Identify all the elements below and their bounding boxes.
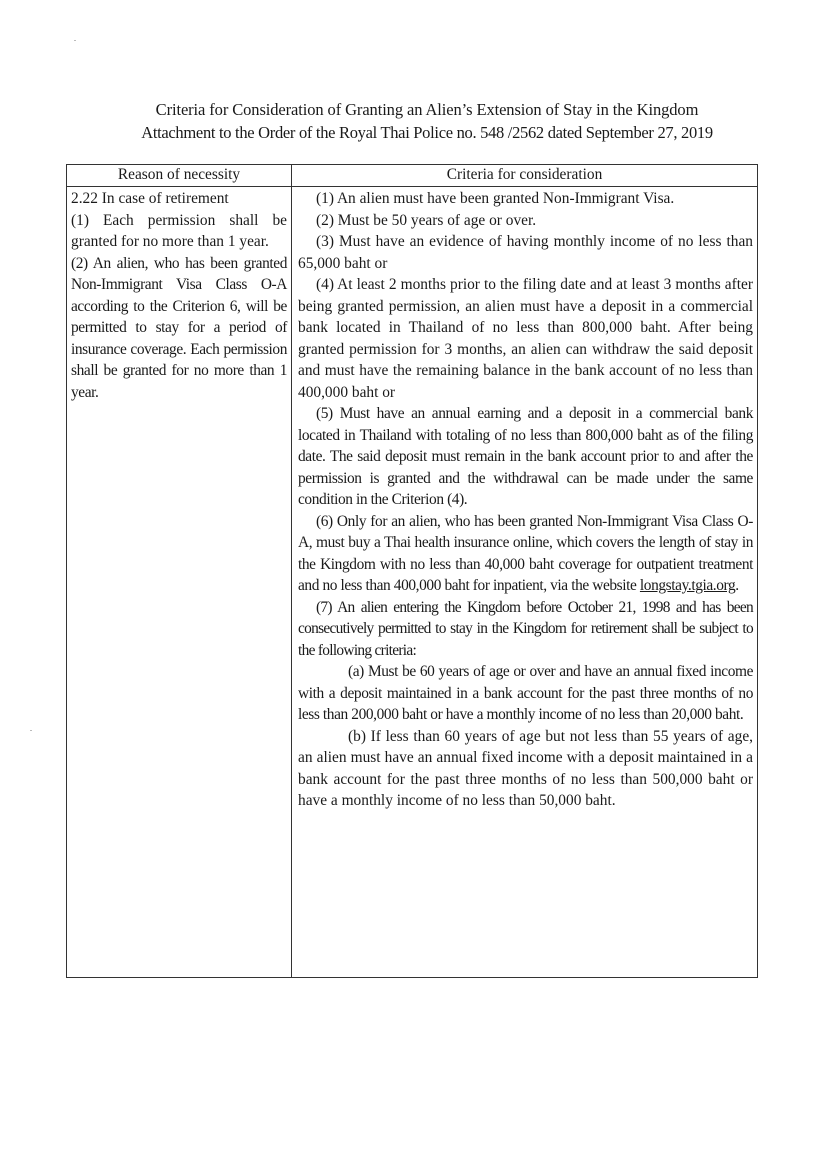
criterion-5: (5) Must have an annual earning and a deposit in a commercial bank located in Thailand with totaling of no less than 800,000 baht as of the filing date. The said deposit must remain in the bank account prior to and after the permission is granted and the withdrawal can be made under the same condition in the Criterion (4). — [298, 405, 753, 508]
reason-cell — [67, 187, 292, 978]
website-link[interactable]: longstay.tgia.org — [639, 577, 736, 594]
criterion-1: (1) An alien must have been granted Non-Immigrant Visa. — [316, 190, 675, 207]
criterion-6-text: (6) Only for an alien, who has been granted Non-Immigrant Visa Class O-A, must buy a Thai health insurance online, which covers the length of stay in the Kingdom with no less than 40,000 baht coverage for outpatient treatment and no less than 400,000 baht for inpatient, via the website — [298, 512, 753, 594]
criterion-2: (2) Must be 50 years of age or over. — [316, 211, 537, 229]
table-row — [67, 187, 758, 978]
criterion-7a: (a) Must be 60 years of age or over and have an annual fixed income with a deposit maintained in a bank account for the past three months of no less than 200,000 baht or have a monthly income of no less than 20,000 baht. — [298, 663, 753, 723]
criterion-6-end: . — [735, 577, 739, 594]
title-line-2: Attachment to the Order of the Royal Thai Police no. 548 /2562 dated September 27, 2019 — [141, 123, 713, 142]
reason-heading: 2.22 In case of retirement — [71, 190, 229, 207]
criterion-7: (7) An alien entering the Kingdom before October 21, 1998 and has been consecutively permitted to stay in the Kingdom for retirement shall be subject to the following criteria: — [298, 598, 753, 659]
table-header-row — [67, 165, 758, 187]
title-line-1: Criteria for Consideration of Granting an Alien’s Extension of Stay in the Kingdom — [155, 100, 699, 119]
header-reason: Reason of necessity — [67, 165, 292, 187]
reason-item-1: (1) Each permission shall be granted for no more than 1 year. — [71, 211, 287, 250]
scan-speck — [30, 730, 32, 731]
scan-speck — [74, 40, 76, 41]
criterion-6 — [298, 511, 753, 597]
criterion-4: (4) At least 2 months prior to the filing date and at least 3 months after being granted permission, an alien must have a deposit in a commercial bank located in Thailand of no less than 800,000 baht. After being granted permission for 3 months, an alien can withdraw the said deposit and must have the remaining balance in the bank account of no less than 400,000 baht or — [298, 276, 753, 401]
criteria-cell — [292, 187, 758, 978]
reason-item-2: (2) An alien, who has been granted Non-Immigrant Visa Class O-A according to the Criterion 6, will be permitted to stay for a period of insurance coverage. Each permission shall be granted for no more than 1 year. — [71, 254, 287, 401]
criterion-3: (3) Must have an evidence of having monthly income of no less than 65,000 baht or — [298, 233, 753, 272]
document-title — [0, 98, 814, 144]
criteria-table — [66, 164, 758, 978]
criterion-7b: (b) If less than 60 years of age but not less than 55 years of age, an alien must have an annual fixed income with a deposit maintained in a bank account for the past three months of no less than 500,000 baht or have a monthly income of no less than 50,000 baht. — [298, 727, 753, 809]
header-criteria: Criteria for consideration — [292, 165, 758, 187]
